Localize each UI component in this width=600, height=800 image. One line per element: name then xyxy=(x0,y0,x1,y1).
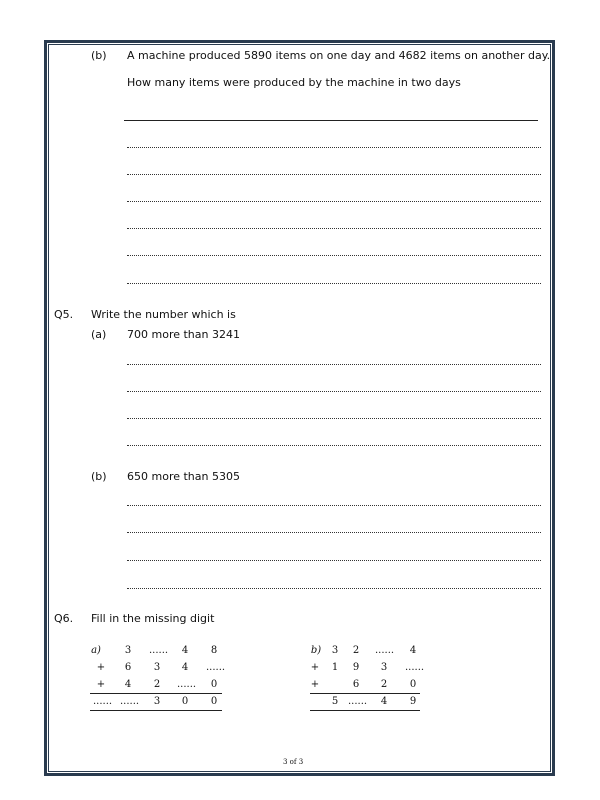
digit-cell: 3 xyxy=(331,645,339,656)
answer-line xyxy=(127,283,541,284)
q5b-label: (b) xyxy=(91,470,107,483)
digit-cell: 3 xyxy=(124,645,132,656)
digit-cell: 1 xyxy=(331,662,339,673)
sum-line-top xyxy=(310,693,420,694)
digit-cell: 9 xyxy=(352,662,360,673)
plus-sign: + xyxy=(310,679,320,690)
digit-cell: 0 xyxy=(210,696,218,707)
sum-line-top xyxy=(90,693,222,694)
q6a-label: a) xyxy=(91,645,101,656)
blank-cell: ...... xyxy=(177,679,197,690)
digit-cell: 5 xyxy=(331,696,339,707)
blank-cell: ...... xyxy=(206,662,226,673)
digit-cell: 4 xyxy=(409,645,417,656)
digit-cell: 0 xyxy=(210,679,218,690)
digit-cell: 2 xyxy=(380,679,388,690)
q5b-text: 650 more than 5305 xyxy=(127,470,240,483)
answer-line xyxy=(127,364,541,365)
q5a-text: 700 more than 3241 xyxy=(127,328,240,341)
q4b-text: A machine produced 5890 items on one day and 4682 items on another day. xyxy=(127,49,551,62)
blank-cell: ...... xyxy=(348,696,368,707)
q5-number: Q5. xyxy=(54,308,74,321)
digit-cell: 4 xyxy=(380,696,388,707)
q4b-label: (b) xyxy=(91,49,107,62)
blank-cell: ...... xyxy=(120,696,140,707)
digit-cell: 9 xyxy=(409,696,417,707)
answer-line xyxy=(127,391,541,392)
digit-cell: 3 xyxy=(153,696,161,707)
blank-cell: ...... xyxy=(149,645,169,656)
plus-sign: + xyxy=(96,679,106,690)
answer-line xyxy=(127,505,541,506)
answer-line xyxy=(127,255,541,256)
answer-line xyxy=(127,201,541,202)
page-number: 3 of 3 xyxy=(283,758,304,766)
digit-cell: 4 xyxy=(181,662,189,673)
answer-line xyxy=(127,588,541,589)
q5-prompt: Write the number which is xyxy=(91,308,236,321)
answer-line xyxy=(127,445,541,446)
digit-cell: 4 xyxy=(124,679,132,690)
q6-number: Q6. xyxy=(54,612,74,625)
answer-line xyxy=(124,120,538,121)
plus-sign: + xyxy=(310,662,320,673)
digit-cell: 6 xyxy=(124,662,132,673)
digit-cell: 4 xyxy=(181,645,189,656)
plus-sign: + xyxy=(96,662,106,673)
answer-line xyxy=(127,532,541,533)
digit-cell: 6 xyxy=(352,679,360,690)
blank-cell: ...... xyxy=(405,662,425,673)
digit-cell: 3 xyxy=(153,662,161,673)
sum-line-bottom xyxy=(310,710,420,711)
answer-line xyxy=(127,174,541,175)
q6-prompt: Fill in the missing digit xyxy=(91,612,215,625)
digit-cell: 8 xyxy=(210,645,218,656)
q6b-label: b) xyxy=(310,645,322,656)
blank-cell: ...... xyxy=(93,696,113,707)
answer-line xyxy=(127,560,541,561)
q4b-question: How many items were produced by the machine in two days xyxy=(127,76,461,89)
answer-line xyxy=(127,228,541,229)
q5a-label: (a) xyxy=(91,328,107,341)
sum-line-bottom xyxy=(90,710,222,711)
digit-cell: 0 xyxy=(409,679,417,690)
answer-line xyxy=(127,418,541,419)
answer-line xyxy=(127,147,541,148)
digit-cell: 2 xyxy=(352,645,360,656)
blank-cell: ...... xyxy=(375,645,395,656)
digit-cell: 2 xyxy=(153,679,161,690)
digit-cell: 3 xyxy=(380,662,388,673)
digit-cell: 0 xyxy=(181,696,189,707)
